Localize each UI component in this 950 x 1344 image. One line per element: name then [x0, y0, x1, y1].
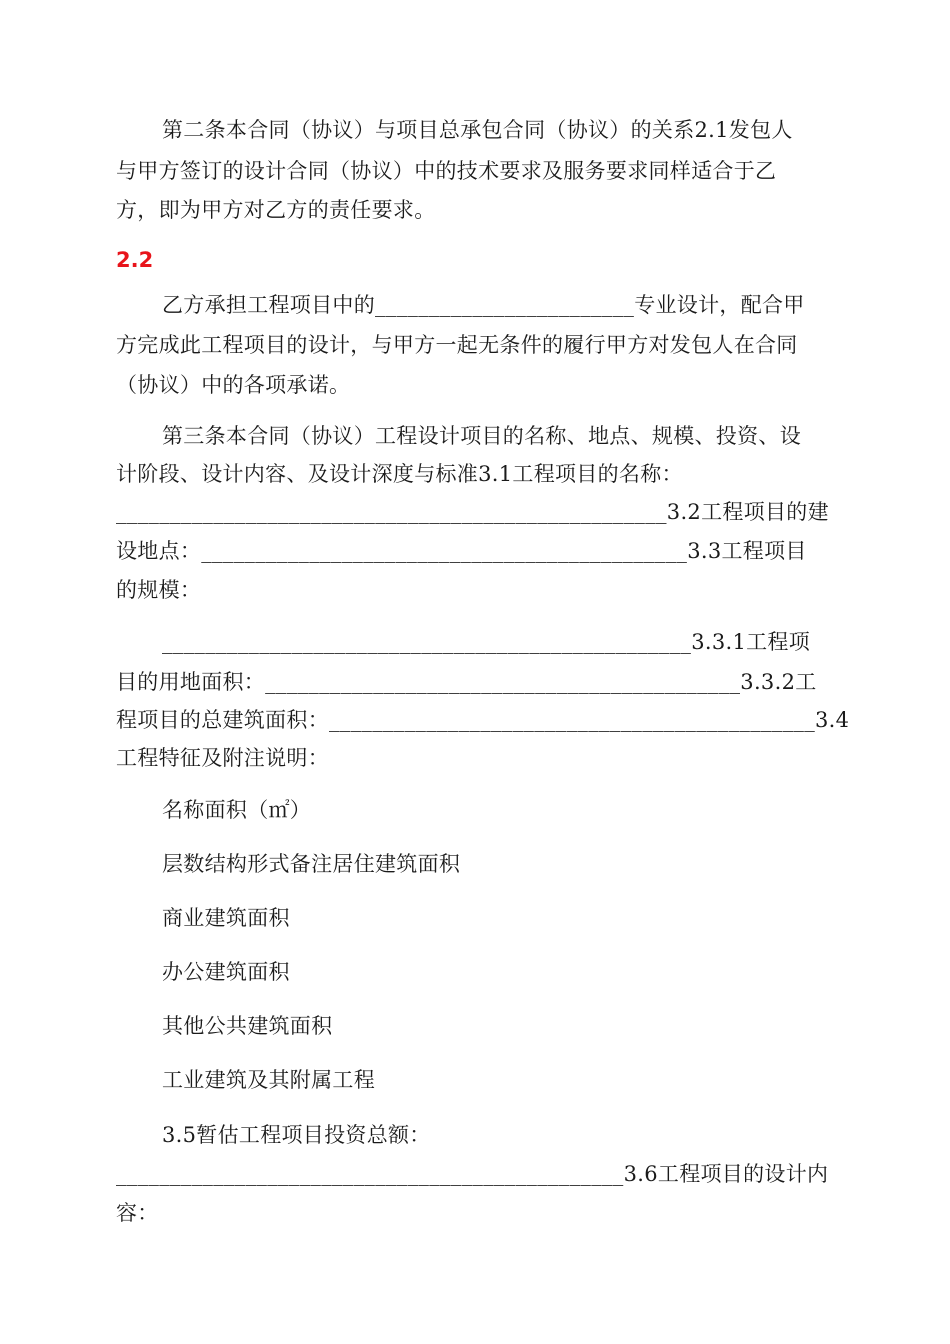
list-item: 工业建筑及其附属工程	[162, 1068, 375, 1092]
paragraph-line: 工程特征及附注说明：	[116, 746, 329, 770]
list-item: 商业建筑面积	[162, 906, 290, 930]
paragraph-line: _______________________________________________3.6工程项目的设计内	[116, 1162, 829, 1186]
paragraph-line: 第二条本合同（协议）与项目总承包合同（协议）的关系2.1发包人	[162, 118, 793, 142]
paragraph-line: （协议）中的各项承诺。	[116, 373, 351, 397]
paragraph-line: 程项目的总建筑面积：_____________________________________________3.4	[116, 708, 850, 732]
paragraph-line: 设地点：_____________________________________________3.3工程项目	[116, 539, 807, 563]
paragraph-line: 的规模：	[116, 578, 202, 602]
section-heading: 2.2	[116, 248, 154, 272]
list-item: 名称面积（㎡）	[162, 798, 312, 822]
paragraph-line: 目的用地面积：____________________________________________3.3.2工	[116, 670, 817, 694]
paragraph-line: ___________________________________________________3.2工程项目的建	[116, 500, 829, 524]
list-item: 其他公共建筑面积	[162, 1014, 333, 1038]
paragraph-line: 第三条本合同（协议）工程设计项目的名称、地点、规模、投资、设	[162, 424, 801, 448]
paragraph-line: 计阶段、设计内容、及设计深度与标准3.1工程项目的名称：	[116, 462, 683, 486]
paragraph-line: 3.5暂估工程项目投资总额：	[162, 1123, 431, 1147]
paragraph-line: 方，即为甲方对乙方的责任要求。	[116, 198, 436, 222]
list-item: 办公建筑面积	[162, 960, 290, 984]
paragraph-line: _________________________________________________3.3.1工程项	[162, 630, 811, 654]
paragraph-line: 方完成此工程项目的设计，与甲方一起无条件的履行甲方对发包人在合同	[116, 333, 798, 357]
paragraph-line: 乙方承担工程项目中的________________________专业设计，配合甲	[162, 293, 805, 317]
list-item: 层数结构形式备注居住建筑面积	[162, 852, 461, 876]
paragraph-line: 容：	[116, 1201, 159, 1225]
paragraph-line: 与甲方签订的设计合同（协议）中的技术要求及服务要求同样适合于乙	[116, 159, 777, 183]
